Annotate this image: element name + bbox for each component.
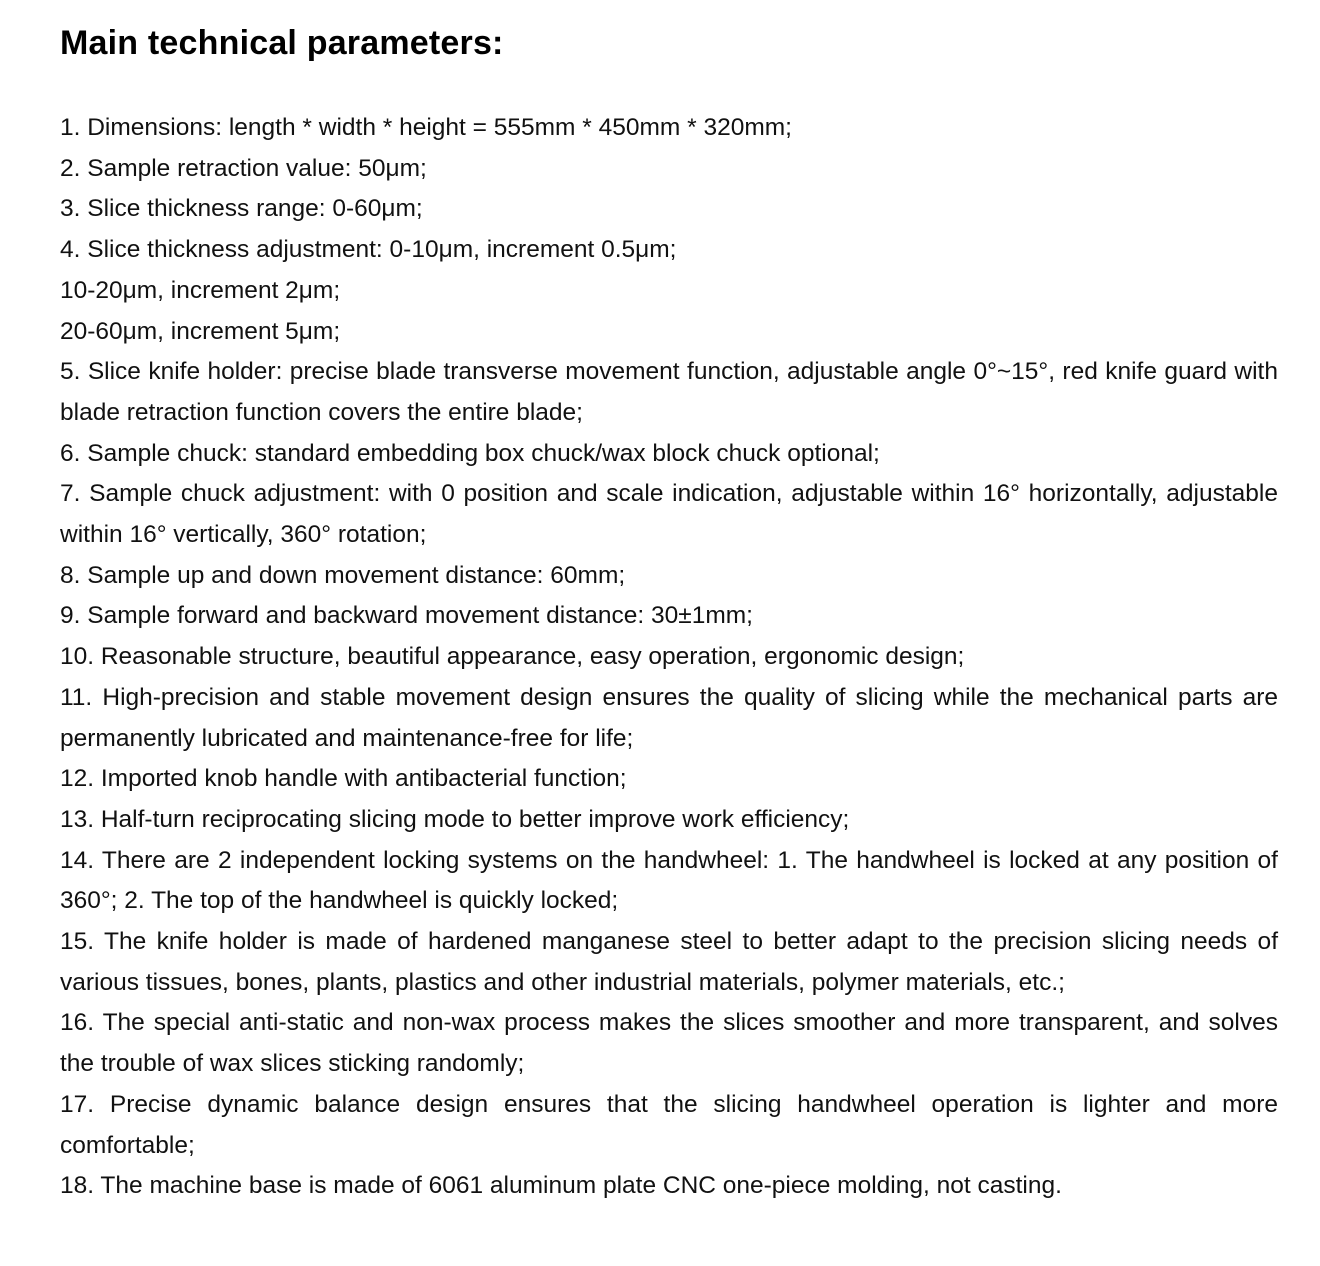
parameter-item-14: 14. There are 2 independent locking systems on the handwheel: 1. The handwheel is locked at any position of 360°; 2. The top of the handwheel is quickly locked;	[60, 846, 1278, 915]
parameter-item-12: 12. Imported knob handle with antibacterial function;	[60, 765, 627, 793]
parameter-item-7: 7. Sample chuck adjustment: with 0 position and scale indication, adjustable within 16° horizontally, adjustable within 16° vertically, 360° rotation;	[60, 480, 1278, 549]
parameter-item-17: 17. Precise dynamic balance design ensures that the slicing handwheel operation is lighter and more comfortable;	[60, 1090, 1278, 1159]
parameter-item-15: 15. The knife holder is made of hardened manganese steel to better adapt to the precision slicing needs of various tissues, bones, plants, plastics and other industrial materials, polymer materials, etc.;	[60, 928, 1278, 996]
parameter-item-11: 11. High-precision and stable movement design ensures the quality of slicing while the mechanical parts are permanently lubricated and maintenance-free for life;	[60, 683, 1278, 752]
parameter-item-5: 5. Slice knife holder: precise blade transverse movement function, adjustable angle 0°~15°, red knife guard with blade retraction function covers the entire blade;	[60, 358, 1278, 426]
parameter-item-9: 9. Sample forward and backward movement distance: 30±1mm;	[60, 602, 753, 630]
parameter-item-3: 3. Slice thickness range: 0-60μm;	[60, 195, 423, 223]
page-title: Main technical parameters:	[60, 24, 504, 62]
parameter-item-4-continuation-a: 10-20μm, increment 2μm;	[60, 276, 341, 304]
parameter-item-16: 16. The special anti-static and non-wax process makes the slices smoother and more transparent, and solves the trouble of wax slices sticking randomly;	[60, 1009, 1278, 1078]
parameter-item-13: 13. Half-turn reciprocating slicing mode to better improve work efficiency;	[60, 805, 850, 833]
parameters-list	[60, 108, 1278, 1207]
parameter-item-1: 1. Dimensions: length * width * height = 555mm * 450mm * 320mm;	[60, 114, 792, 141]
parameter-item-2: 2. Sample retraction value: 50μm;	[60, 154, 427, 182]
parameter-item-8: 8. Sample up and down movement distance: 60mm;	[60, 561, 626, 589]
parameter-item-4-continuation-b: 20-60μm, increment 5μm;	[60, 317, 341, 345]
parameter-item-18: 18. The machine base is made of 6061 aluminum plate CNC one-piece molding, not casting.	[60, 1172, 1062, 1200]
parameter-item-10: 10. Reasonable structure, beautiful appearance, easy operation, ergonomic design;	[60, 643, 965, 671]
parameter-item-6: 6. Sample chuck: standard embedding box chuck/wax block chuck optional;	[60, 439, 880, 467]
parameter-item-4: 4. Slice thickness adjustment: 0-10μm, increment 0.5μm;	[60, 236, 677, 264]
